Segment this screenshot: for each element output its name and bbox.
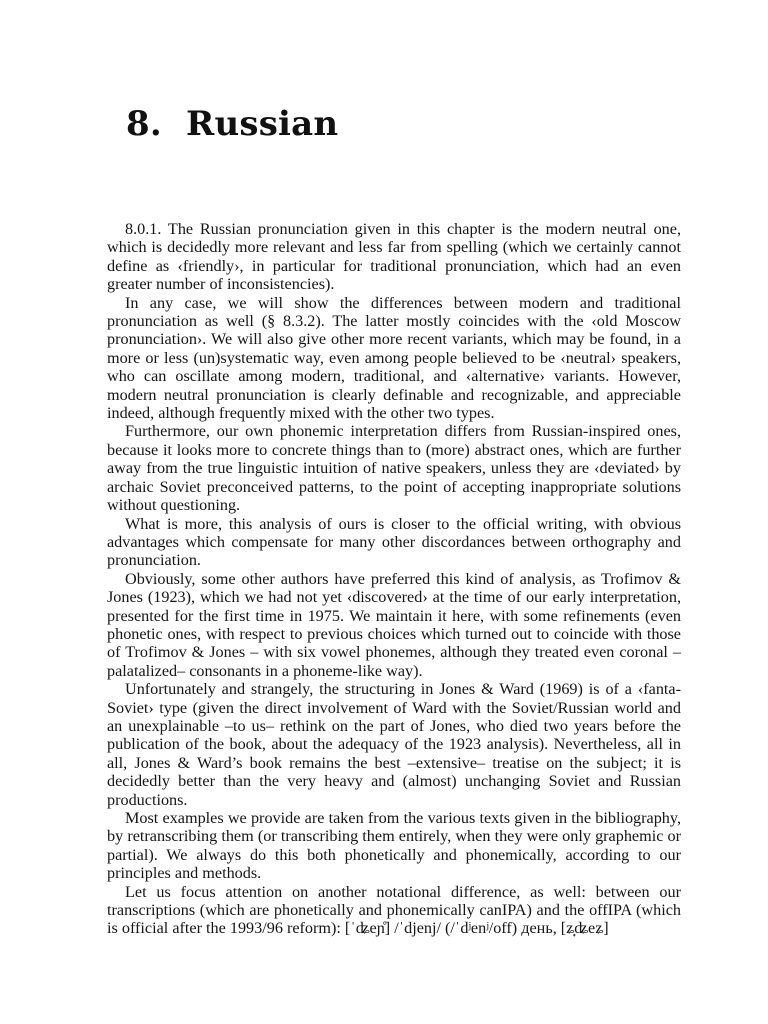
paragraph-notation: Let us focus attention on another notational difference, as well: between our transcriptions (which are phonetically and phonemically canIPA) and the offIPA (which is official after the 1993/96 reform): [ˈʥeɲ̊] /ˈdjenj/ (/ˈdʲenʲ/off) день, [ʑ̟ʥeʑ] [107, 882, 681, 938]
chapter-title: Russian [185, 104, 339, 144]
chapter-body [107, 220, 681, 938]
chapter-number: 8. [126, 104, 162, 144]
paragraph-intro: 8.0.1. The Russian pronunciation given in this chapter is the modern neutral one, which is decidedly more relevant and less far from spelling (which we certainly cannot define as ‹friendly›, in particular for traditional pronunciation, which had an even greater number of inconsistencies). [107, 220, 681, 294]
paragraph-official-writing: What is more, this analysis of ours is closer to the official writing, with obvious advantages which compensate for many other discordances between orthography and pronunciation. [107, 514, 681, 570]
paragraph-traditional: In any case, we will show the differences between modern and traditional pronunciation as well (§ 8.3.2). The latter mostly coincides with the ‹old Moscow pronunciation›. We will also give other more recent variants, which may be found, in a more or less (un)systematic way, even among people believed to be ‹neutral› speakers, who can oscillate among modern, traditional, and ‹alternative› variants. However, modern neutral pronunciation is clearly definable and recognizable, and appreciable indeed, although frequently mixed with the other two types. [107, 293, 681, 423]
paragraph-phonemic: Furthermore, our own phonemic interpretation differs from Russian-inspired ones, because it looks more to concrete things than to (more) abstract ones, which are further away from the true linguistic intuition of native speakers, unless they are ‹deviated› by archaic Soviet preconceived patterns, to the point of accepting inappropriate solutions without questioning. [107, 422, 681, 515]
paragraph-examples: Most examples we provide are taken from the various texts given in the bibliography, by retranscribing them (or transcribing them entirely, when they were only graphemic or partial). We always do this both phonetically and phonemically, according to our principles and methods. [107, 809, 681, 883]
paragraph-jones-ward: Unfortunately and strangely, the structuring in Jones & Ward (1969) is of a ‹fanta-Soviet› type (given the direct involvement of Ward with the Soviet/Russian world and an unexplainable –to us– rethink on the part of Jones, who died two years before the publication of the book, about the adequacy of the 1923 analysis). Nevertheless, all in all, Jones & Ward’s book remains the best –extensive– treatise on the subject; it is decidedly better than the very heavy and (almost) unchanging Soviet and Russian productions. [107, 680, 681, 809]
chapter-heading [126, 104, 338, 144]
paragraph-trofimov: Obviously, some other authors have preferred this kind of analysis, as Trofimov & Jones (1923), which we had not yet ‹discovered› at the time of our early interpretation, presented for the first time in 1975. We maintain it here, with some refinements (even phonetic ones, with respect to previous choices which turned out to coincide with those of Trofimov & Jones – with six vowel phonemes, although they treated even coronal –palatalized– consonants in a phoneme-like way). [107, 569, 681, 680]
